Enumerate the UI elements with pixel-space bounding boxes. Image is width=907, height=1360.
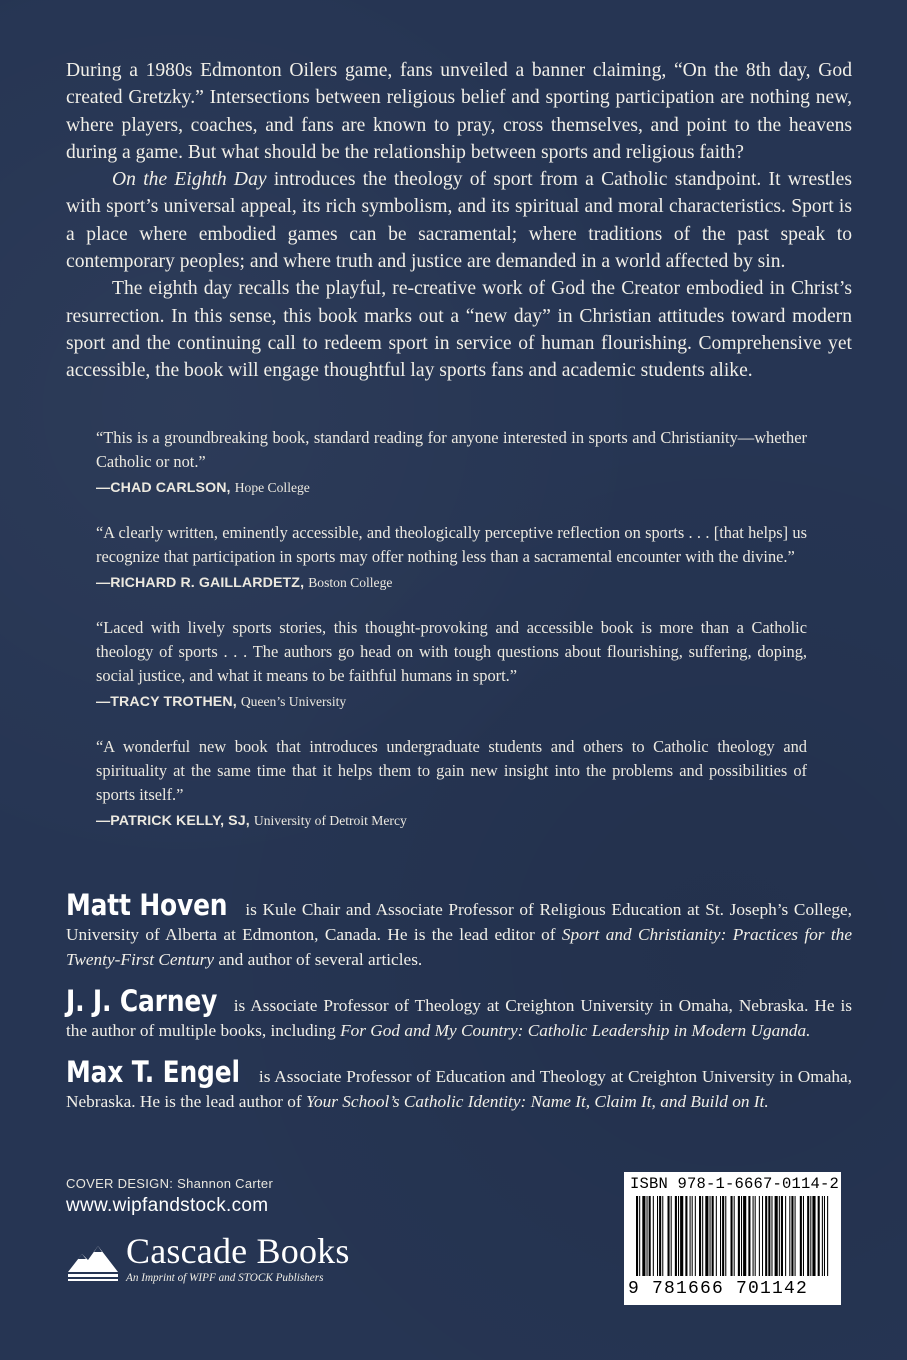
- endorsement: [96, 521, 807, 595]
- barcode-bar: [755, 1196, 756, 1276]
- barcode-bar: [659, 1196, 661, 1276]
- barcode-bar: [690, 1196, 691, 1276]
- endorsement: [96, 616, 807, 714]
- barcode-bar: [824, 1196, 825, 1276]
- barcode-bar: [803, 1196, 804, 1276]
- endorsement-quote: “This is a groundbreaking book, standard reading for anyone interested in sports and Christianity—whether Catholic or not.”: [96, 428, 807, 471]
- barcode-bar: [653, 1196, 654, 1276]
- author-bios: [66, 888, 852, 1131]
- publisher-website[interactable]: www.wipfandstock.com: [66, 1195, 269, 1216]
- barcode-bar: [807, 1196, 809, 1276]
- barcode-bar: [657, 1196, 658, 1276]
- endorser-name: —CHAD CARLSON,: [96, 480, 231, 496]
- publisher-imprint: An Imprint of WIPF and STOCK Publishers: [126, 1272, 324, 1284]
- barcode-bar: [671, 1196, 672, 1276]
- book-description: [66, 57, 852, 385]
- barcode-bar: [789, 1196, 790, 1276]
- author-bio-text: is Associate Professor of Theology at Creighton University in Omaha, Nebraska. He is the author of multiple books, including: [66, 996, 852, 1040]
- barcode-bar: [822, 1196, 823, 1276]
- cover-design-credit: COVER DESIGN: Shannon Carter: [66, 1176, 274, 1191]
- endorsement-attribution: [96, 808, 807, 833]
- barcode-bar: [702, 1196, 703, 1276]
- endorsement: [96, 426, 807, 500]
- barcode-bar: [818, 1196, 820, 1276]
- barcode-bar: [675, 1196, 677, 1276]
- author-name: J. J. Carney: [66, 984, 218, 1018]
- barcode-bar: [695, 1196, 696, 1276]
- endorser-name: —RICHARD R. GAILLARDETZ,: [96, 575, 305, 591]
- endorsement-attribution: [96, 689, 807, 714]
- isbn-text: ISBN 978-1-6667-0114-2: [630, 1175, 840, 1193]
- barcode-bar: [812, 1196, 815, 1276]
- description-text: introduces the theology of sport from a Catholic standpoint. It wrestles with sport’s universal appeal, its rich symbolism, and its spiritual and moral characteristics. Sport is a place where embodied games can be sacramental; where traditions of the past speak to contemporary peoples; and where truth and justice are demanded in a world affected by sin.: [66, 169, 852, 273]
- endorser-affiliation: Boston College: [308, 575, 393, 590]
- barcode-bar: [636, 1196, 638, 1276]
- barcode-bar: [791, 1196, 793, 1276]
- barcode-bar: [716, 1196, 717, 1276]
- barcode-bar: [678, 1196, 679, 1276]
- book-title: On the Eighth Day: [112, 169, 267, 191]
- barcode-bar: [781, 1196, 783, 1276]
- barcode-bar: [765, 1196, 767, 1276]
- barcode-bar: [692, 1196, 693, 1276]
- barcode-bar: [647, 1196, 648, 1276]
- endorser-affiliation: Hope College: [234, 480, 310, 495]
- author-book-title: Sport and Christianity: Practices for the Twenty-First Century: [66, 925, 852, 969]
- barcode-bar: [639, 1196, 640, 1276]
- endorsement-quote: “A wonderful new book that introduces undergraduate students and others to Catholic theology and spirituality at the same time that it helps them to gain new insight into the problems and possibilities of sports itself.”: [96, 737, 807, 804]
- barcode-bar: [712, 1196, 714, 1276]
- author-book-title: Your School’s Catholic Identity: Name It, Claim It, and Build on It.: [305, 1092, 769, 1111]
- isbn-barcode: [624, 1172, 841, 1305]
- endorsement: [96, 735, 807, 833]
- barcode-bar: [738, 1196, 740, 1276]
- barcode-bar: [741, 1196, 742, 1276]
- barcode-bars: [636, 1196, 829, 1276]
- barcode-bar: [759, 1196, 760, 1276]
- endorsement-quote: “Laced with lively sports stories, this thought-provoking and accessible book is more than a Catholic theology of sports . . . The authors go head on with tough questions about flourishing, suffering, doping, social justice, and what it means to be faithful humans in sport.”: [96, 618, 807, 685]
- author-bio-tail: and author of several articles.: [214, 950, 423, 969]
- barcode-bar: [775, 1196, 778, 1276]
- author-name: Max T. Engel: [66, 1055, 240, 1089]
- endorser-affiliation: University of Detroit Mercy: [253, 813, 407, 828]
- barcode-bar: [779, 1196, 780, 1276]
- author-bio: [66, 888, 852, 972]
- author-name: Matt Hoven: [66, 888, 228, 922]
- barcode-bar: [795, 1196, 796, 1276]
- barcode-bar: [762, 1196, 763, 1276]
- barcode-bar: [720, 1196, 721, 1276]
- barcode-bar: [662, 1196, 663, 1276]
- barcode-bar: [722, 1196, 724, 1276]
- endorser-affiliation: Queen’s University: [240, 694, 347, 709]
- barcode-bar: [725, 1196, 726, 1276]
- barcode-bar: [710, 1196, 711, 1276]
- mountain-logo-icon: [66, 1238, 120, 1282]
- author-bio: [66, 984, 852, 1043]
- barcode-bar: [785, 1196, 786, 1276]
- author-bio-text: is Kule Chair and Associate Professor of Religious Education at St. Joseph’s College, University of Alberta at Edmonton, Canada. He is the lead editor of: [66, 900, 852, 944]
- description-paragraph: During a 1980s Edmonton Oilers game, fans unveiled a banner claiming, “On the 8th day, God created Gretzky.” Intersections between religious belief and sporting participation are nothing new, where players, coaches, and fans are known to pray, cross themselves, and point to the heavens during a game. But what should be the relationship between sports and religious faith?: [66, 60, 852, 163]
- publisher-name: Cascade Books: [126, 1231, 350, 1271]
- author-bio-text: is Associate Professor of Education and Theology at Creighton University in Omaha, Nebraska. He is the lead author of: [66, 1067, 852, 1111]
- endorsement-quote: “A clearly written, eminently accessible, and theologically perceptive reflection on sports . . . [that helps] us recognize that participation in sports may offer nothing less than a sacramental encounter with the divine.”: [96, 523, 807, 566]
- barcode-bar: [731, 1196, 733, 1276]
- barcode-bar: [649, 1196, 651, 1276]
- barcode-bar: [827, 1196, 828, 1276]
- barcode-bar: [768, 1196, 770, 1276]
- barcode-bar: [668, 1196, 670, 1276]
- author-book-title: For God and My Country: Catholic Leadership in Modern Uganda.: [340, 1021, 811, 1040]
- description-paragraph: [66, 166, 852, 275]
- barcode-bar: [685, 1196, 687, 1276]
- barcode-bar: [771, 1196, 772, 1276]
- endorser-name: —TRACY TROTHEN,: [96, 694, 237, 710]
- endorser-name: —PATRICK KELLY, SJ,: [96, 813, 250, 829]
- author-bio: [66, 1055, 852, 1114]
- endorsement-attribution: [96, 475, 807, 500]
- publisher-logo: [66, 1231, 396, 1292]
- barcode-bar: [800, 1196, 802, 1276]
- barcode-bar: [748, 1196, 750, 1276]
- endorsements: [96, 426, 807, 854]
- barcode-bar: [699, 1196, 701, 1276]
- barcode-bar: [734, 1196, 735, 1276]
- barcode-bar: [705, 1196, 708, 1276]
- barcode-bar: [743, 1196, 746, 1276]
- barcode-bar: [810, 1196, 811, 1276]
- barcode-bar: [680, 1196, 683, 1276]
- description-paragraph: The eighth day recalls the playful, re-creative work of God the Creator embodied in Christ’s resurrection. In this sense, this book marks out a “new day” in Christian attitudes toward modern sport and the continuing call to redeem sport in service of human flourishing. Comprehensive yet accessible, the book will engage thoughtful lay sports fans and academic students alike.: [66, 278, 852, 382]
- barcode-bar: [642, 1196, 645, 1276]
- endorsement-attribution: [96, 570, 807, 595]
- barcode-digits: 9 781666 701142: [628, 1279, 809, 1299]
- barcode-bar: [753, 1196, 754, 1276]
